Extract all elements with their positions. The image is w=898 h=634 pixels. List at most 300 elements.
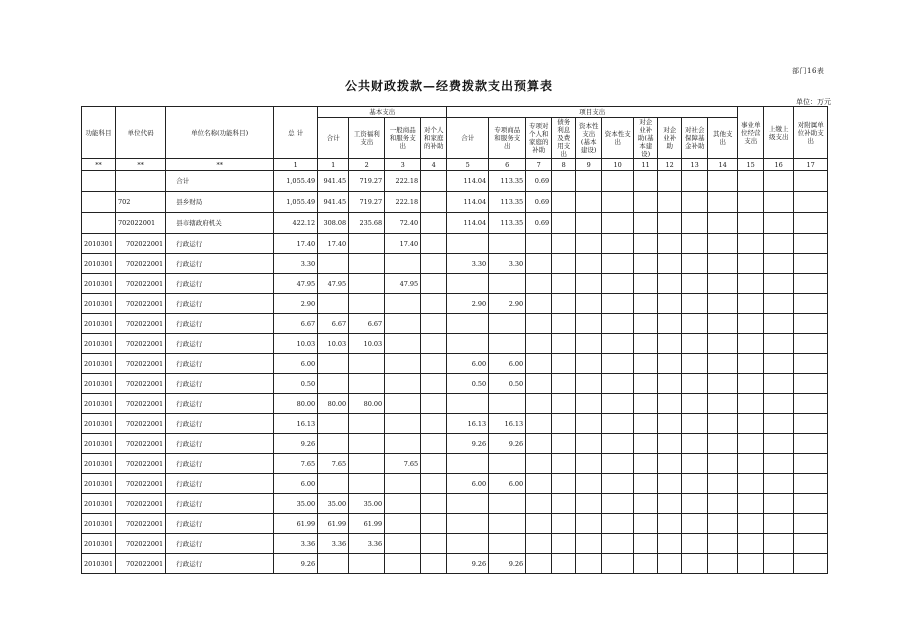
header-total: 总 计 (274, 107, 318, 159)
table-row (82, 534, 828, 554)
empty-cell (794, 554, 828, 574)
proj-goods-cell (489, 274, 526, 294)
wages-cell: 719.27 (349, 171, 385, 192)
empty-cell (738, 274, 764, 294)
wages-cell (349, 254, 385, 274)
unit-name-cell: 行政运行 (166, 494, 274, 514)
goods-cell: 222.18 (385, 192, 421, 213)
empty-cell (738, 354, 764, 374)
empty-cell (708, 514, 738, 534)
empty-cell (738, 314, 764, 334)
wages-cell (349, 474, 385, 494)
basic-total-cell (318, 374, 349, 394)
proj-goods-cell: 113.35 (489, 192, 526, 213)
unit-code-cell: 702 (115, 192, 165, 213)
proj-total-cell (447, 334, 489, 354)
empty-cell (764, 534, 794, 554)
empty-cell (658, 534, 682, 554)
empty-cell (682, 414, 708, 434)
proj-personal-cell (526, 454, 552, 474)
empty-cell (634, 354, 658, 374)
empty-cell (602, 414, 634, 434)
proj-goods-cell: 9.26 (489, 434, 526, 454)
proj-personal-cell (526, 534, 552, 554)
empty-cell (634, 254, 658, 274)
personal-cell (421, 474, 447, 494)
personal-cell (421, 254, 447, 274)
proj-personal-cell (526, 354, 552, 374)
empty-cell (764, 192, 794, 213)
wages-cell: 61.99 (349, 514, 385, 534)
proj-total-cell: 114.04 (447, 213, 489, 234)
index-cell: 5 (447, 159, 489, 171)
empty-cell (658, 514, 682, 534)
empty-cell (682, 171, 708, 192)
empty-cell (576, 213, 602, 234)
index-cell: 6 (489, 159, 526, 171)
index-cell: 8 (552, 159, 576, 171)
empty-cell (552, 374, 576, 394)
total-cell: 9.26 (274, 434, 318, 454)
empty-cell (738, 213, 764, 234)
proj-personal-cell: 0.69 (526, 213, 552, 234)
empty-cell (708, 414, 738, 434)
proj-goods-cell: 113.35 (489, 213, 526, 234)
empty-cell (794, 213, 828, 234)
table-row (82, 354, 828, 374)
basic-total-cell (318, 354, 349, 374)
proj-total-cell (447, 494, 489, 514)
unit-name-cell: 行政运行 (166, 414, 274, 434)
basic-total-cell: 7.65 (318, 454, 349, 474)
empty-cell (658, 234, 682, 254)
unit-code-cell (115, 171, 165, 192)
unit-name-cell: 县市辖政府机关 (166, 213, 274, 234)
empty-cell (794, 494, 828, 514)
func-code-cell: 2010301 (82, 554, 116, 574)
empty-cell (658, 394, 682, 414)
empty-cell (682, 554, 708, 574)
empty-cell (682, 234, 708, 254)
unit-code-cell: 702022001 (115, 234, 165, 254)
empty-cell (552, 254, 576, 274)
personal-cell (421, 514, 447, 534)
basic-total-cell: 17.40 (318, 234, 349, 254)
empty-cell (658, 192, 682, 213)
header-capital: 资本性支出 (602, 118, 634, 159)
goods-cell (385, 254, 421, 274)
empty-cell (682, 213, 708, 234)
empty-cell (794, 314, 828, 334)
empty-cell (708, 534, 738, 554)
proj-personal-cell (526, 554, 552, 574)
empty-cell (794, 514, 828, 534)
empty-cell (576, 274, 602, 294)
goods-cell (385, 494, 421, 514)
total-cell: 2.90 (274, 294, 318, 314)
empty-cell (552, 334, 576, 354)
empty-cell (794, 171, 828, 192)
empty-cell (602, 171, 634, 192)
page-title: 公共财政拨款—经费拨款支出预算表 (344, 79, 553, 93)
func-code-cell: 2010301 (82, 254, 116, 274)
empty-cell (552, 454, 576, 474)
empty-cell (708, 454, 738, 474)
index-cell: 7 (526, 159, 552, 171)
unit-code-cell: 702022001 (115, 213, 165, 234)
proj-total-cell: 9.26 (447, 434, 489, 454)
empty-cell (576, 414, 602, 434)
func-code-cell: 2010301 (82, 474, 116, 494)
empty-cell (738, 394, 764, 414)
empty-cell (764, 454, 794, 474)
personal-cell (421, 334, 447, 354)
empty-cell (708, 394, 738, 414)
header-enterprise: 对企业补助 (658, 118, 682, 159)
header-lower: 对附属单位补助支出 (794, 107, 828, 159)
total-cell: 61.99 (274, 514, 318, 534)
empty-cell (552, 213, 576, 234)
unit-code-cell: 702022001 (115, 414, 165, 434)
proj-personal-cell (526, 434, 552, 454)
basic-total-cell (318, 414, 349, 434)
unit-code-cell: 702022001 (115, 434, 165, 454)
total-cell: 3.36 (274, 534, 318, 554)
empty-cell (576, 171, 602, 192)
table-row (82, 314, 828, 334)
budget-table (81, 106, 828, 574)
proj-goods-cell (489, 494, 526, 514)
empty-cell (682, 374, 708, 394)
total-cell: 1,055.49 (274, 171, 318, 192)
empty-cell (658, 414, 682, 434)
basic-total-cell: 47.95 (318, 274, 349, 294)
empty-cell (602, 213, 634, 234)
empty-cell (738, 374, 764, 394)
empty-cell (738, 534, 764, 554)
wages-cell (349, 234, 385, 254)
proj-goods-cell (489, 534, 526, 554)
empty-cell (602, 254, 634, 274)
empty-cell (576, 254, 602, 274)
empty-cell (738, 474, 764, 494)
empty-cell (794, 474, 828, 494)
empty-cell (602, 294, 634, 314)
empty-cell (658, 554, 682, 574)
empty-cell (794, 534, 828, 554)
empty-cell (738, 414, 764, 434)
unit-code-cell: 702022001 (115, 334, 165, 354)
goods-cell (385, 294, 421, 314)
empty-cell (794, 434, 828, 454)
empty-cell (552, 314, 576, 334)
unit-name-cell: 行政运行 (166, 454, 274, 474)
basic-total-cell: 3.36 (318, 534, 349, 554)
proj-personal-cell (526, 274, 552, 294)
goods-cell (385, 414, 421, 434)
unit-name-cell: 行政运行 (166, 254, 274, 274)
empty-cell (602, 494, 634, 514)
empty-cell (682, 434, 708, 454)
unit-label: 单位：万元 (796, 98, 831, 106)
proj-personal-cell (526, 494, 552, 514)
proj-personal-cell (526, 394, 552, 414)
empty-cell (576, 294, 602, 314)
header-basic: 基本支出 (318, 107, 447, 118)
total-cell: 6.00 (274, 354, 318, 374)
empty-cell (708, 274, 738, 294)
func-code-cell: 2010301 (82, 314, 116, 334)
empty-cell (682, 254, 708, 274)
unit-code-cell: 702022001 (115, 314, 165, 334)
table-row (82, 254, 828, 274)
empty-cell (576, 334, 602, 354)
empty-cell (794, 414, 828, 434)
goods-cell: 7.65 (385, 454, 421, 474)
basic-total-cell: 10.03 (318, 334, 349, 354)
empty-cell (576, 454, 602, 474)
header-inst-exp: 事业单位经营支出 (738, 107, 764, 159)
index-cell: 1 (274, 159, 318, 171)
empty-cell (602, 394, 634, 414)
table-row (82, 213, 828, 234)
table-row (82, 494, 828, 514)
proj-total-cell: 3.30 (447, 254, 489, 274)
proj-total-cell: 16.13 (447, 414, 489, 434)
func-code-cell: 2010301 (82, 514, 116, 534)
empty-cell (764, 394, 794, 414)
empty-cell (764, 494, 794, 514)
header-proj-personal: 专项对个人和家庭的补助 (526, 118, 552, 159)
proj-personal-cell (526, 294, 552, 314)
proj-personal-cell (526, 254, 552, 274)
personal-cell (421, 554, 447, 574)
personal-cell (421, 171, 447, 192)
empty-cell (764, 414, 794, 434)
empty-cell (602, 274, 634, 294)
empty-cell (764, 274, 794, 294)
index-cell: ** (166, 159, 274, 171)
personal-cell (421, 374, 447, 394)
unit-name-cell: 行政运行 (166, 374, 274, 394)
proj-goods-cell: 9.26 (489, 554, 526, 574)
header-proj-total: 合计 (447, 118, 489, 159)
unit-name-cell: 行政运行 (166, 534, 274, 554)
empty-cell (794, 394, 828, 414)
empty-cell (576, 192, 602, 213)
empty-cell (552, 534, 576, 554)
goods-cell (385, 534, 421, 554)
goods-cell: 222.18 (385, 171, 421, 192)
proj-total-cell: 0.50 (447, 374, 489, 394)
header-debt: 债务利息及费用支出 (552, 118, 576, 159)
empty-cell (602, 234, 634, 254)
empty-cell (658, 171, 682, 192)
proj-total-cell: 6.00 (447, 354, 489, 374)
empty-cell (738, 334, 764, 354)
func-code-cell: 2010301 (82, 454, 116, 474)
empty-cell (794, 274, 828, 294)
header-personal-basic: 对个人和家庭的补助 (421, 118, 447, 159)
proj-total-cell (447, 534, 489, 554)
empty-cell (552, 294, 576, 314)
header-row-top (82, 107, 828, 118)
empty-cell (576, 234, 602, 254)
personal-cell (421, 394, 447, 414)
proj-personal-cell (526, 514, 552, 534)
empty-cell (602, 474, 634, 494)
proj-total-cell: 6.00 (447, 474, 489, 494)
unit-code-cell: 702022001 (115, 394, 165, 414)
unit-name-cell: 行政运行 (166, 234, 274, 254)
empty-cell (576, 434, 602, 454)
index-cell: 3 (385, 159, 421, 171)
index-cell: 16 (764, 159, 794, 171)
proj-goods-cell: 3.30 (489, 254, 526, 274)
proj-personal-cell: 0.69 (526, 192, 552, 213)
proj-total-cell (447, 514, 489, 534)
basic-total-cell: 61.99 (318, 514, 349, 534)
index-cell: 2 (349, 159, 385, 171)
wages-cell (349, 454, 385, 474)
table-row (82, 192, 828, 213)
wages-cell: 6.67 (349, 314, 385, 334)
total-cell: 17.40 (274, 234, 318, 254)
empty-cell (764, 374, 794, 394)
func-code-cell: 2010301 (82, 294, 116, 314)
index-cell: ** (82, 159, 116, 171)
empty-cell (634, 334, 658, 354)
empty-cell (602, 354, 634, 374)
empty-cell (794, 192, 828, 213)
wages-cell: 3.36 (349, 534, 385, 554)
empty-cell (738, 192, 764, 213)
empty-cell (552, 434, 576, 454)
empty-cell (634, 514, 658, 534)
empty-cell (602, 334, 634, 354)
goods-cell: 72.40 (385, 213, 421, 234)
table-row (82, 414, 828, 434)
proj-goods-cell (489, 334, 526, 354)
empty-cell (764, 474, 794, 494)
empty-cell (738, 494, 764, 514)
total-cell: 7.65 (274, 454, 318, 474)
empty-cell (682, 494, 708, 514)
empty-cell (658, 213, 682, 234)
func-code-cell: 2010301 (82, 414, 116, 434)
unit-name-cell: 合计 (166, 171, 274, 192)
table-row (82, 394, 828, 414)
unit-name-cell: 行政运行 (166, 474, 274, 494)
unit-name-cell: 行政运行 (166, 294, 274, 314)
empty-cell (658, 494, 682, 514)
personal-cell (421, 234, 447, 254)
header-func-code: 功能科目 (82, 107, 116, 159)
empty-cell (634, 454, 658, 474)
index-row (82, 159, 828, 171)
empty-cell (764, 434, 794, 454)
proj-personal-cell (526, 234, 552, 254)
empty-cell (794, 454, 828, 474)
proj-total-cell (447, 454, 489, 474)
empty-cell (682, 394, 708, 414)
total-cell: 47.95 (274, 274, 318, 294)
wages-cell (349, 374, 385, 394)
empty-cell (552, 234, 576, 254)
basic-total-cell (318, 554, 349, 574)
total-cell: 9.26 (274, 554, 318, 574)
empty-cell (634, 171, 658, 192)
proj-personal-cell: 0.69 (526, 171, 552, 192)
empty-cell (602, 454, 634, 474)
func-code-cell: 2010301 (82, 234, 116, 254)
empty-cell (634, 234, 658, 254)
personal-cell (421, 534, 447, 554)
header-social: 对社会保障基金补助 (682, 118, 708, 159)
empty-cell (708, 213, 738, 234)
empty-cell (764, 213, 794, 234)
empty-cell (552, 514, 576, 534)
header-proj-goods: 专项商品和服务支出 (489, 118, 526, 159)
empty-cell (576, 514, 602, 534)
empty-cell (708, 494, 738, 514)
empty-cell (552, 274, 576, 294)
index-cell: 9 (576, 159, 602, 171)
empty-cell (634, 294, 658, 314)
empty-cell (658, 454, 682, 474)
personal-cell (421, 414, 447, 434)
empty-cell (708, 354, 738, 374)
personal-cell (421, 294, 447, 314)
basic-total-cell: 35.00 (318, 494, 349, 514)
index-cell: 11 (634, 159, 658, 171)
empty-cell (738, 171, 764, 192)
personal-cell (421, 434, 447, 454)
goods-cell (385, 374, 421, 394)
empty-cell (576, 534, 602, 554)
empty-cell (658, 354, 682, 374)
total-cell: 16.13 (274, 414, 318, 434)
proj-goods-cell: 6.00 (489, 354, 526, 374)
basic-total-cell: 308.08 (318, 213, 349, 234)
empty-cell (708, 334, 738, 354)
empty-cell (764, 294, 794, 314)
empty-cell (794, 234, 828, 254)
proj-goods-cell (489, 514, 526, 534)
empty-cell (764, 514, 794, 534)
personal-cell (421, 314, 447, 334)
empty-cell (764, 234, 794, 254)
empty-cell (764, 354, 794, 374)
index-cell: 13 (682, 159, 708, 171)
empty-cell (682, 294, 708, 314)
unit-name-cell: 行政运行 (166, 314, 274, 334)
empty-cell (708, 554, 738, 574)
empty-cell (708, 294, 738, 314)
empty-cell (602, 192, 634, 213)
table-row (82, 234, 828, 254)
index-cell: 14 (708, 159, 738, 171)
document-code: 部门16表 (792, 67, 825, 75)
goods-cell (385, 354, 421, 374)
empty-cell (738, 454, 764, 474)
proj-goods-cell (489, 234, 526, 254)
empty-cell (602, 314, 634, 334)
header-basic-total: 合计 (318, 118, 349, 159)
func-code-cell: 2010301 (82, 274, 116, 294)
total-cell: 35.00 (274, 494, 318, 514)
func-code-cell: 2010301 (82, 354, 116, 374)
